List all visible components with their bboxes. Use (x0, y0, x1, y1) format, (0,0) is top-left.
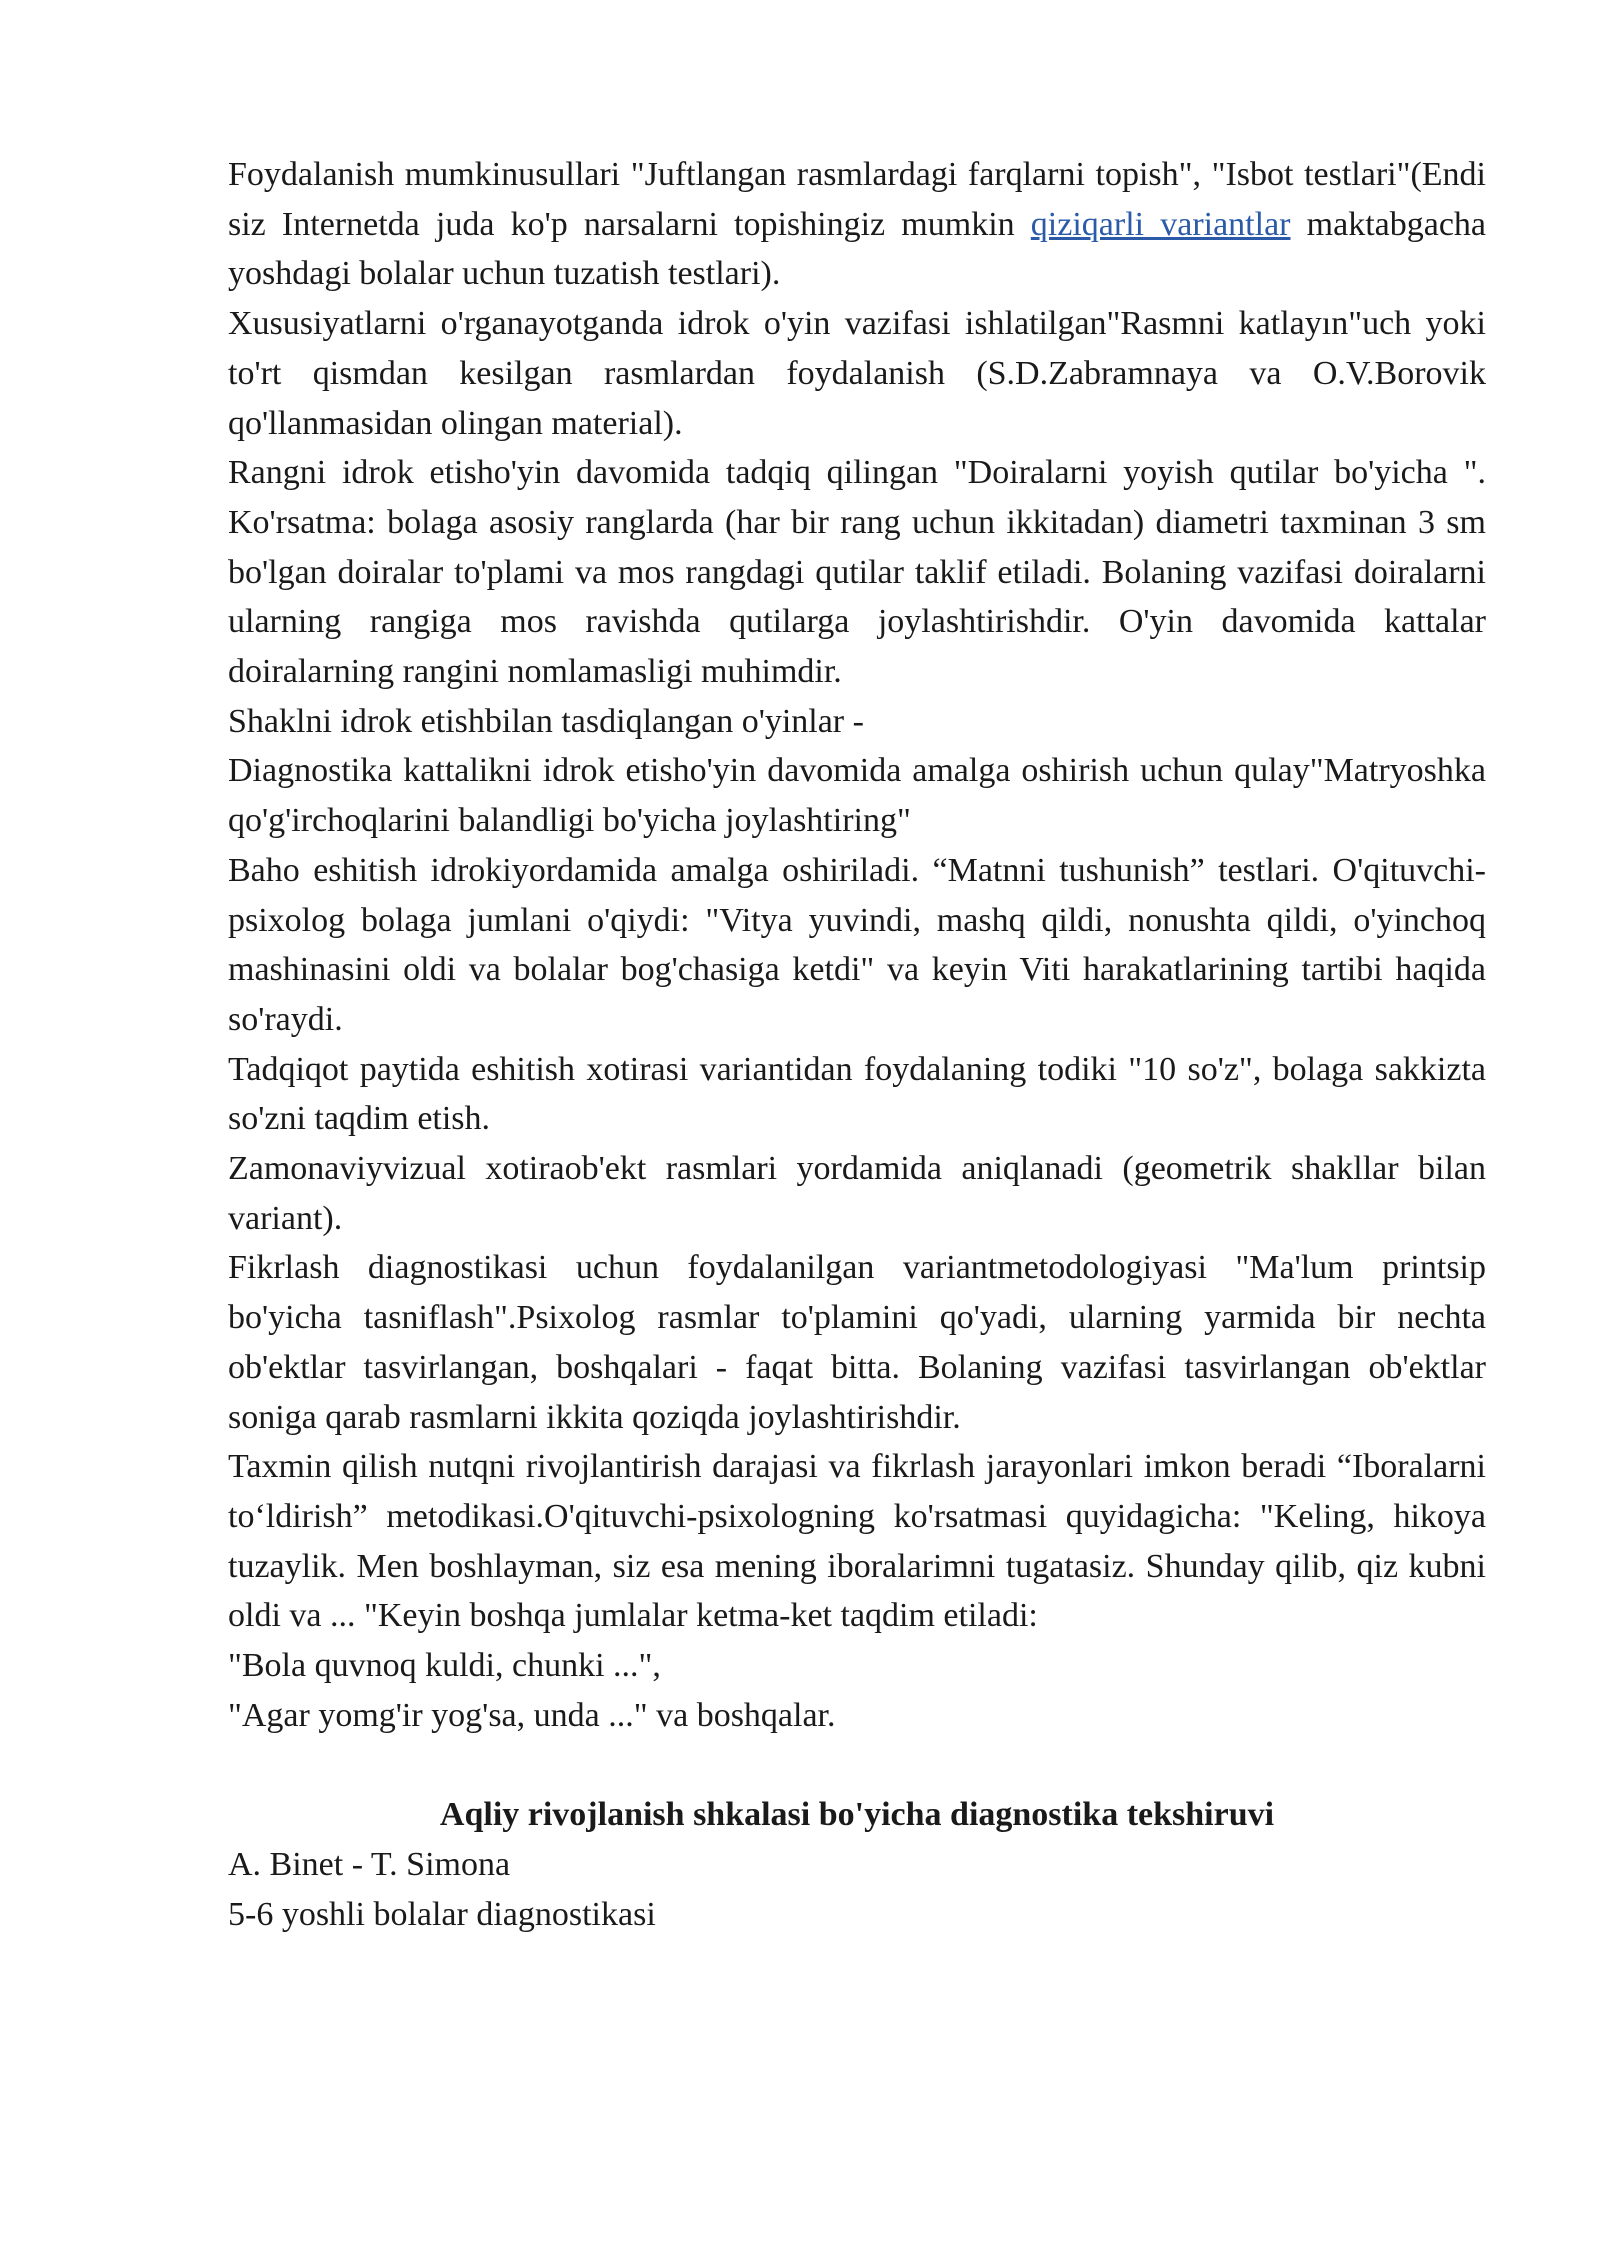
paragraph-thinking-diagnostics: Fikrlash diagnostikasi uchun foydalanilgan variantmetodologiyasi "Ma'lum printsip bo'yicha tasniflash".Psixolog rasmlar to'plamini qo'yadi, ularning yarmida bir nechta ob'ektlar tasvirlangan, boshqalari - faqat bitta. Bolaning vazifasi tasvirlangan ob'ektlar soniga qarab rasmlarni ikkita qoziqda joylashtirishdir. (228, 1249, 1486, 1436)
paragraph-methods (228, 150, 1486, 299)
interesting-variants-link[interactable]: qiziqarli variantlar (1030, 205, 1291, 243)
paragraph-color-perception: Rangni idrok etisho'yin davomida tadqiq qilingan "Doiralarni yoyish qutilar bo'yicha ". Ko'rsatma: bolaga asosiy ranglarda (har bir rang uchun ikkitadan) diametri taxminan 3 sm bo'lgan doiralar to'plami va mos rangdagi qutilar taklif etiladi. Bolaning vazifasi doiralarni ularning rangiga mos ravishda qutilarga joylashtirishdir. O'yin davomida kattalar doiralarning rangini nomlamasligi muhimdir. (228, 454, 1486, 691)
authors-line: A. Binet - T. Simona (228, 1845, 511, 1883)
paragraph-fold-picture: Xususiyatlarni o'rganayotganda idrok o'yin vazifasi ishlatilgan"Rasmni katlayın"uch yoki to'rt qismdan kesilgan rasmlardan foydalanish (S.D.Zabramnaya va O.V.Borovik qo'llanmasidan olingan material). (228, 305, 1486, 442)
example-phrase-2: "Agar yomg'ir yog'sa, unda ..." va boshqalar. (228, 1696, 836, 1734)
paragraph-visual-memory: Zamonaviyvizual xotiraob'ekt rasmlari yordamida aniqlanadi (geometrik shakllar bilan variant). (228, 1150, 1486, 1237)
paragraph-text: maktabgacha yoshdagi bolalar uchun tuzatish testlari). (228, 205, 1486, 293)
paragraph-phrase-completion: Taxmin qilish nutqni rivojlantirish darajasi va fikrlash jarayonlari imkon beradi “Iboralarni to‘ldirish” metodikasi.O'qituvchi-psixologning ko'rsatmasi quyidagicha: "Keling, hikoya tuzaylik. Men boshlayman, siz esa mening iboralarimni tugatasiz. Shunday qilib, qiz kubni oldi va ... "Keyin boshqa jumlalar ketma-ket taqdim etiladi: (228, 1448, 1486, 1635)
paragraph-auditory-perception: Baho eshitish idrokiyordamida amalga oshiriladi. “Matnni tushunish” testlari. O'qituvchi-psixolog bolaga jumlani o'qiydi: "Vitya yuvindi, mashq qildi, nonushta qildi, o'yinchoq mashinasini oldi va bolalar bog'chasiga ketdi" va keyin Viti harakatlarining tartibi haqida so'raydi. (228, 851, 1486, 1038)
example-phrase-1: "Bola quvnoq kuldi, chunki ...", (228, 1647, 661, 1685)
document-page (228, 150, 1486, 1939)
age-group-line: 5-6 yoshli bolalar diagnostikasi (228, 1895, 656, 1933)
paragraph-size-perception: Diagnostika kattalikni idrok etisho'yin davomida amalga oshirish uchun qulay"Matryoshka qo'g'irchoqlarini balandligi bo'yicha joylashtiring" (228, 752, 1486, 840)
paragraph-text: Foydalanish mumkinusullari "Juftlangan rasmlardagi farqlarni topish", "Isbot testlari"(Endi siz Internetda juda ko'p narsalarni topishingiz mumkin (228, 156, 1486, 243)
paragraph-shape-perception: Shaklni idrok etishbilan tasdiqlangan o'yinlar - (228, 702, 864, 740)
blank-line (228, 1741, 1486, 1791)
section-heading: Aqliy rivojlanish shkalasi bo'yicha diagnostika tekshiruvi (439, 1796, 1275, 1834)
paragraph-auditory-memory: Tadqiqot paytida eshitish xotirasi variantidan foydalaning todiki "10 so'z", bolaga sakkizta so'zni taqdim etish. (228, 1050, 1486, 1138)
